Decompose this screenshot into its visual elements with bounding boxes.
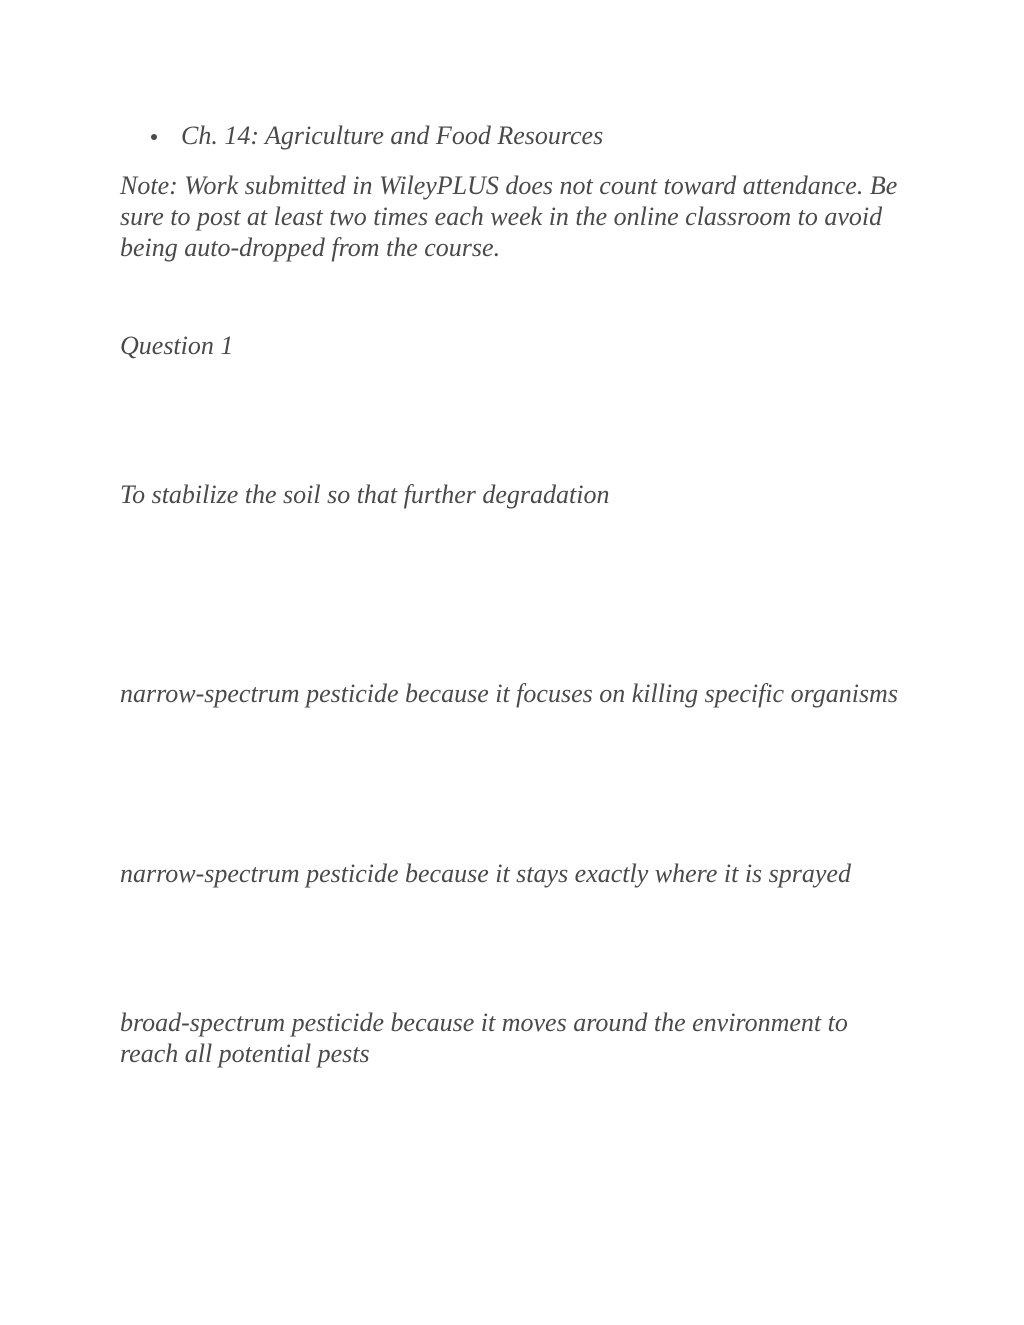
list-item [148, 120, 908, 151]
chapter-title: Ch. 14: Agriculture and Food Resources [181, 121, 604, 150]
attendance-note: Note: Work submitted in WileyPLUS does not count toward attendance. Be sure to post at least two times each week in the online classroom to avoid being auto-dropped from the course. [120, 171, 898, 262]
chapter-list [148, 120, 908, 151]
answer-text: narrow-spectrum pesticide because it focuses on killing specific organisms [120, 679, 898, 708]
bullet-icon [151, 134, 157, 140]
answer-text: narrow-spectrum pesticide because it stays exactly where it is sprayed [120, 859, 851, 888]
question-title: Question 1 [120, 331, 234, 360]
answer-text: broad-spectrum pesticide because it moves around the environment to reach all potential pests [120, 1008, 848, 1068]
answer-text: To stabilize the soil so that further degradation [120, 480, 610, 509]
